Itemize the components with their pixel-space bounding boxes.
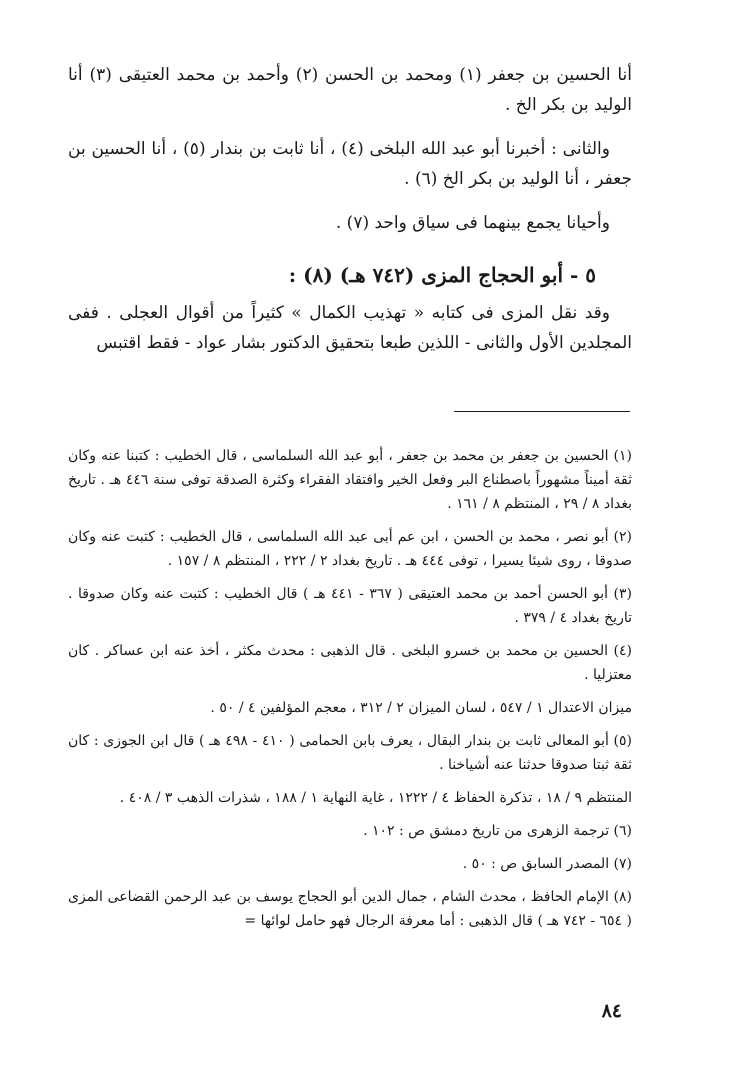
footnote-2: (٢) أبو نصر ، محمد بن الحسن ، ابن عم أبى عبد الله السلماسى ، قال الخطيب : كتبت عنه وكان صدوقا ، روى شيئا يسيرا ، توفى ٤٤٤ هـ . تاريخ بغداد ٢ / ٢٢٢ ، المنتظم ٨ / ١٥٧ . — [68, 529, 632, 569]
paragraph-3: وأحيانا يجمع بينهما فى سياق واحد (٧) . — [335, 213, 610, 233]
paragraph-1: أنا الحسين بن جعفر (١) ومحمد بن الحسن (٢) وأحمد بن محمد العتيقى (٣) أنا الوليد بن بكر الخ . — [68, 65, 632, 115]
footnote-5: (٥) أبو المعالى ثابت بن بندار البقال ، يعرف بابن الحمامى ( ٤١٠ - ٤٩٨ هـ ) قال ابن الجوزى : كان ثقة ثبتا صدوقا حدثنا عنه أشياخنا . — [68, 733, 632, 773]
footnote-3: (٣) أبو الحسن أحمد بن محمد العتيقى ( ٣٦٧ - ٤٤١ هـ ) قال الخطيب : كتبت عنه وكان صدوقا . تاريخ بغداد ٤ / ٣٧٩ . — [68, 586, 632, 626]
footnote-8: (٨) الإمام الحافظ ، محدث الشام ، جمال الدين أبو الحجاج يوسف بن عبد الرحمن القضاعى المزى ( ٦٥٤ - ٧٤٢ هـ ) قال الذهبى : أما معرفة الرجال فهو حامل لوائها = — [68, 889, 632, 929]
paragraph-4: وقد نقل المزى فى كتابه « تهذيب الكمال » كثيراً من أقوال العجلى . ففى المجلدين الأول والثانى - اللذين طبعا بتحقيق الدكتور بشار عواد - فقط اقتبس — [68, 303, 632, 353]
section-heading: ٥ - أبو الحجاج المزى (٧٤٢ هـ) (٨) : — [288, 263, 596, 287]
footnote-4-sources: ميزان الاعتدال ١ / ٥٤٧ ، لسان الميزان ٢ / ٣١٢ ، معجم المؤلفين ٤ / ٥٠ . — [210, 700, 632, 716]
footnote-divider — [454, 411, 630, 412]
footnote-6: (٦) ترجمة الزهرى من تاريخ دمشق ص : ١٠٢ . — [363, 823, 632, 839]
footnote-1: (١) الحسين بن جعفر بن محمد بن جعفر ، أبو عبد الله السلماسى ، قال الخطيب : كتبنا عنه وكان ثقة أميناً مشهوراً باصطناع البر وفعل الخير وافتقاد الفقراء وكثرة الصدقة توفى سنة ٤٤٦ هـ . تاريخ بغداد ٨ / ٢٩ ، المنتظم ٨ / ١٦١ . — [68, 448, 632, 512]
page-number: ٨٤ — [601, 1000, 622, 1022]
footnote-5-sources: المنتظم ٩ / ١٨ ، تذكرة الحفاظ ٤ / ١٢٢٢ ، غاية النهاية ١ / ١٨٨ ، شذرات الذهب ٣ / ٤٠٨ . — [119, 790, 632, 806]
main-text — [68, 60, 632, 372]
footnote-7: (٧) المصدر السابق ص : ٥٠ . — [462, 856, 632, 872]
footnotes — [68, 444, 632, 942]
paragraph-2: والثانى : أخبرنا أبو عبد الله البلخى (٤) ، أنا ثابت بن بندار (٥) ، أنا الحسين بن جعفر ، أنا الوليد بن بكر الخ (٦) . — [68, 139, 632, 189]
footnote-4: (٤) الحسين بن محمد بن خسرو البلخى . قال الذهبى : محدث مكثر ، أخذ عنه ابن عساكر . كان معتزليا . — [68, 643, 632, 683]
